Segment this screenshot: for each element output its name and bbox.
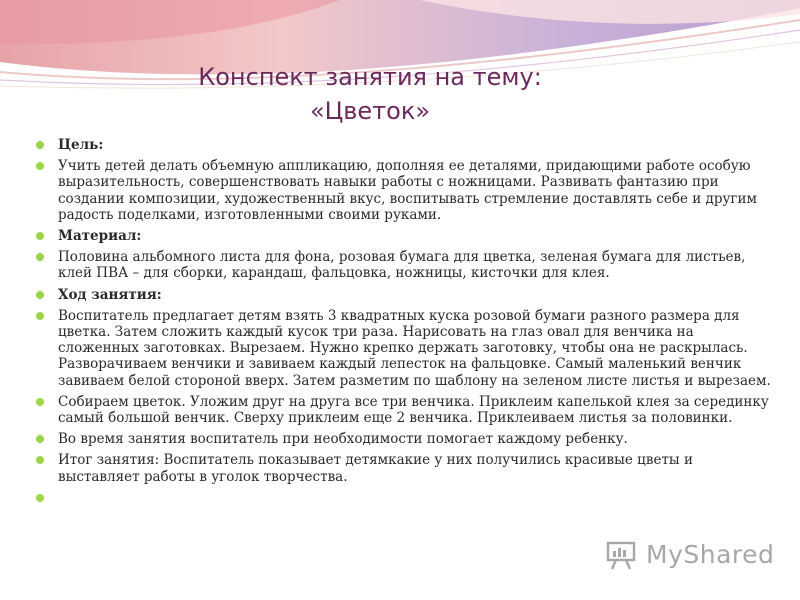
presentation-board-icon <box>606 540 638 570</box>
section-heading: Ход занятия: <box>58 286 162 303</box>
bullet-dot-icon <box>36 494 44 502</box>
list-item-text: Половина альбомного листа для фона, розовая бумага для цветка, зеленая бумага для листьев, клей ПВА – для сборки, карандаш, фальцовка, ножницы, кисточки для клея. <box>58 249 746 282</box>
list-item <box>36 287 771 303</box>
section-heading: Материал: <box>58 228 142 245</box>
list-item-text: Воспитатель предлагает детям взять 3 квадратных куска розовой бумаги разного размера для цветка. Затем сложить каждый кусок три раза. Нарисовать на глаз овал для венчика на сложенных заготовках. Вырезаем. Нужно крепко держать заготовку, чтобы она не раскрылась. Разворачиваем венчики и завиваем каждый лепесток на фальцовке. Самый маленький венчик завиваем белой стороной вверх. Затем разметим по шаблону на зеленом листе листья и вырезаем. <box>58 307 771 389</box>
section-heading: Цель: <box>58 137 104 153</box>
list-item <box>36 228 771 244</box>
bullet-dot-icon <box>36 232 44 240</box>
bullet-dot-icon <box>36 312 44 320</box>
bullet-dot-icon <box>36 253 44 261</box>
list-item <box>36 490 771 506</box>
bullet-dot-icon <box>36 398 44 406</box>
watermark-text: MyShared <box>646 540 775 569</box>
list-item-text: Собираем цветок. Уложим друг на друга все три венчика. Приклеим капелькой клея за серединку самый большой венчик. Сверху приклеим еще 2 венчика. Приклеиваем листья за половинки. <box>58 393 769 427</box>
list-item <box>36 158 771 223</box>
slide-title-line2: «Цветок» <box>309 97 431 125</box>
bullet-dot-icon <box>36 291 44 299</box>
list-item <box>36 308 771 389</box>
bullet-dot-icon <box>36 435 44 443</box>
bullet-dot-icon <box>36 141 44 149</box>
bullet-list <box>36 137 771 511</box>
list-item <box>36 431 771 447</box>
bullet-dot-icon <box>36 456 44 464</box>
list-item <box>36 394 771 426</box>
list-item <box>36 137 771 153</box>
slide-title <box>0 60 740 128</box>
list-item <box>36 249 771 281</box>
list-item-text: Учить детей делать объемную аппликацию, дополняя ее деталями, придающими работе особую выразительность, совершенствовать навыки работы с ножницами. Развивать фантазию при создании композиции, художественный вкус, воспитывать стремление доставлять себе и другим радость поделками, изготовленными своими руками. <box>58 158 757 223</box>
list-item-text: Итог занятия: Воспитатель показывает детямкакие у них получились красивые цветы и выставляет работы в уголок творчества. <box>58 452 693 485</box>
slide-title-line1: Конспект занятия на тему: <box>198 63 542 91</box>
list-item-text: Во время занятия воспитатель при необходимости помогает каждому ребенку. <box>58 431 628 448</box>
list-item <box>36 452 771 484</box>
bullet-dot-icon <box>36 162 44 170</box>
watermark <box>606 538 775 572</box>
